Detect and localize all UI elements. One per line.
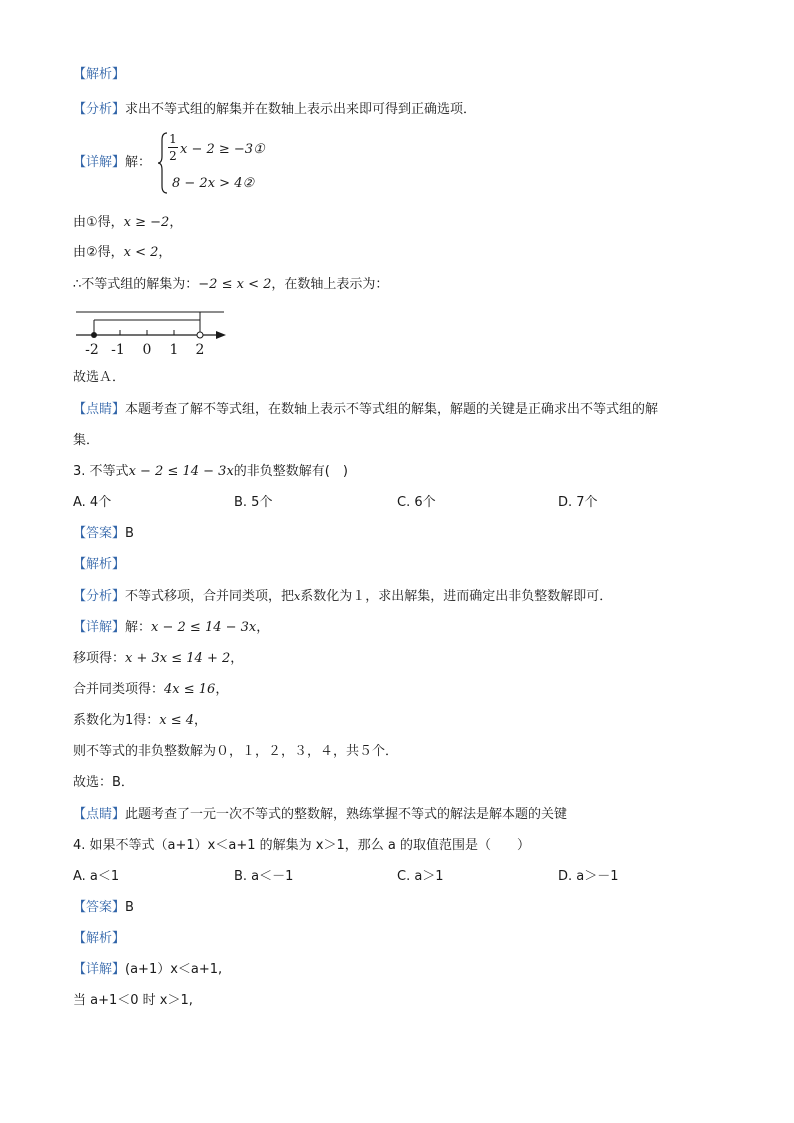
q4-jiexi-heading: 【解析】 [73, 931, 126, 946]
q3-comment-line [73, 806, 567, 824]
comment-text: 此题考查了一元一次不等式的整数解，熟练掌握不等式的解法是解本题的关键 [125, 807, 568, 822]
q4-detail-line-2: 当 a+1＜0 时 x＞1, [73, 993, 193, 1008]
answer-tag: 【答案】 [73, 900, 126, 915]
detail-text: 系数化为1得： [73, 713, 160, 728]
analysis-math: x [294, 590, 301, 603]
detail-text: 合并同类项得： [73, 682, 165, 697]
detail-tag: 【详解】 [73, 962, 126, 977]
left-brace [158, 132, 168, 194]
q3-analysis-line [73, 588, 612, 606]
question-4-stem: 4. 如果不等式（a+1）x＜a+1 的解集为 x＞1，那么 a 的取值范围是（ ） [73, 838, 530, 853]
detail-prefix: 解： [125, 155, 152, 170]
detail-math: x − 2 ≤ 14 − 3x [151, 620, 257, 635]
question-3-stem [73, 463, 348, 481]
answer-value: B [125, 900, 134, 915]
q3-option-d: D. 7个 [558, 495, 598, 510]
axis-label-2: 2 [195, 342, 205, 358]
q4-option-a: A. a＜1 [73, 869, 120, 884]
q4-option-c: C. a＞1 [397, 869, 444, 884]
q4-option-d: D. a＞－1 [558, 869, 619, 884]
step-text: 由①得， [73, 215, 124, 230]
step-end: ， [158, 245, 172, 260]
stem-text: 不等式 [89, 464, 129, 479]
step-end: ，在数轴上表示为： [271, 277, 389, 292]
analysis-tag: 【分析】 [73, 589, 126, 604]
q4-detail-line-1 [73, 961, 222, 979]
detail-tag: 【详解】 [73, 620, 126, 635]
step-from-1 [73, 214, 182, 232]
analysis-text-end: 系数化为１，求出解集，进而确定出非负整数解即可． [300, 589, 613, 604]
q3-option-c: C. 6个 [397, 495, 436, 510]
jiexi-heading: 【解析】 [73, 67, 126, 82]
question-number: 3. [73, 464, 86, 479]
closed-dot-minus-2 [91, 332, 97, 338]
q3-choice-line: 故选：B． [73, 775, 134, 790]
step-from-2 [73, 244, 171, 262]
detail-tag: 【详解】 [73, 155, 126, 170]
step-text: ∴不等式组的解集为： [73, 277, 199, 292]
analysis-text: 不等式移项，合并同类项，把 [125, 589, 295, 604]
detail-math: x + 3x ≤ 14 + 2 [125, 651, 231, 666]
q3-detail-line-3 [73, 681, 228, 699]
axis-arrow-icon [216, 331, 226, 339]
q3-detail-line-5: 则不等式的非负整数解为０，１，２，３，４，共５个． [73, 744, 399, 759]
comment-text: 本题考查了解不等式组，在数轴上表示不等式组的解集，解题的关键是正确求出不等式组的解 [125, 402, 659, 417]
detail-text: 移项得： [73, 651, 126, 666]
choice-line: 故选Ａ． [73, 370, 126, 385]
stem-end: 的非负整数解有( ) [233, 464, 348, 479]
detail-text: 解： [125, 620, 152, 635]
open-dot-2 [197, 332, 203, 338]
comment-line-1 [73, 401, 658, 419]
fraction-numerator: 1 [169, 132, 177, 146]
step-math: x ≥ −2 [123, 215, 170, 230]
analysis-text: 求出不等式组的解集并在数轴上表示出来即可得到正确选项． [125, 102, 477, 117]
fraction-denominator: 2 [169, 149, 177, 163]
q3-option-b: B. 5个 [234, 495, 273, 510]
answer-value: B [125, 526, 134, 541]
detail-heading-line [73, 154, 151, 172]
analysis-line [73, 101, 476, 119]
comment-tag: 【点睛】 [73, 402, 126, 417]
axis-label-1: 1 [169, 342, 179, 358]
q3-option-a: A. 4个 [73, 495, 112, 510]
detail-end: ， [215, 682, 229, 697]
q4-answer-line [73, 899, 134, 917]
answer-tag: 【答案】 [73, 526, 126, 541]
detail-text: (a+1）x＜a+1, [125, 962, 223, 977]
detail-math: x ≤ 4 [159, 713, 195, 728]
detail-math: 4x ≤ 16 [164, 682, 216, 697]
detail-end: ， [256, 620, 270, 635]
step-end: ， [169, 215, 183, 230]
number-line [72, 304, 232, 360]
analysis-tag: 【分析】 [73, 102, 126, 117]
inequality-2: 8 − 2x > 4② [172, 176, 255, 191]
fraction-bar [168, 147, 178, 148]
q3-jiexi-heading: 【解析】 [73, 557, 126, 572]
axis-label-minus-1: -1 [111, 342, 125, 358]
axis-label-0: 0 [142, 342, 152, 358]
one-half-fraction [168, 132, 178, 163]
comment-line-2: 集． [73, 433, 100, 448]
step-math: x < 2 [123, 245, 159, 260]
detail-end: ， [230, 651, 244, 666]
stem-math: x − 2 ≤ 14 − 3x [128, 464, 234, 479]
detail-end: ， [194, 713, 208, 728]
q3-detail-line-1 [73, 619, 269, 637]
q3-answer-line [73, 525, 134, 543]
inequality-system [158, 132, 298, 194]
q3-detail-line-2 [73, 650, 243, 668]
step-math: −2 ≤ x < 2 [198, 277, 272, 292]
q3-detail-line-4 [73, 712, 207, 730]
comment-tag: 【点睛】 [73, 807, 126, 822]
inequality-1: x − 2 ≥ −3① [180, 142, 265, 157]
step-text: 由②得， [73, 245, 124, 260]
solution-set-line [73, 276, 388, 294]
q4-option-b: B. a＜－1 [234, 869, 294, 884]
axis-label-minus-2: -2 [85, 342, 99, 358]
